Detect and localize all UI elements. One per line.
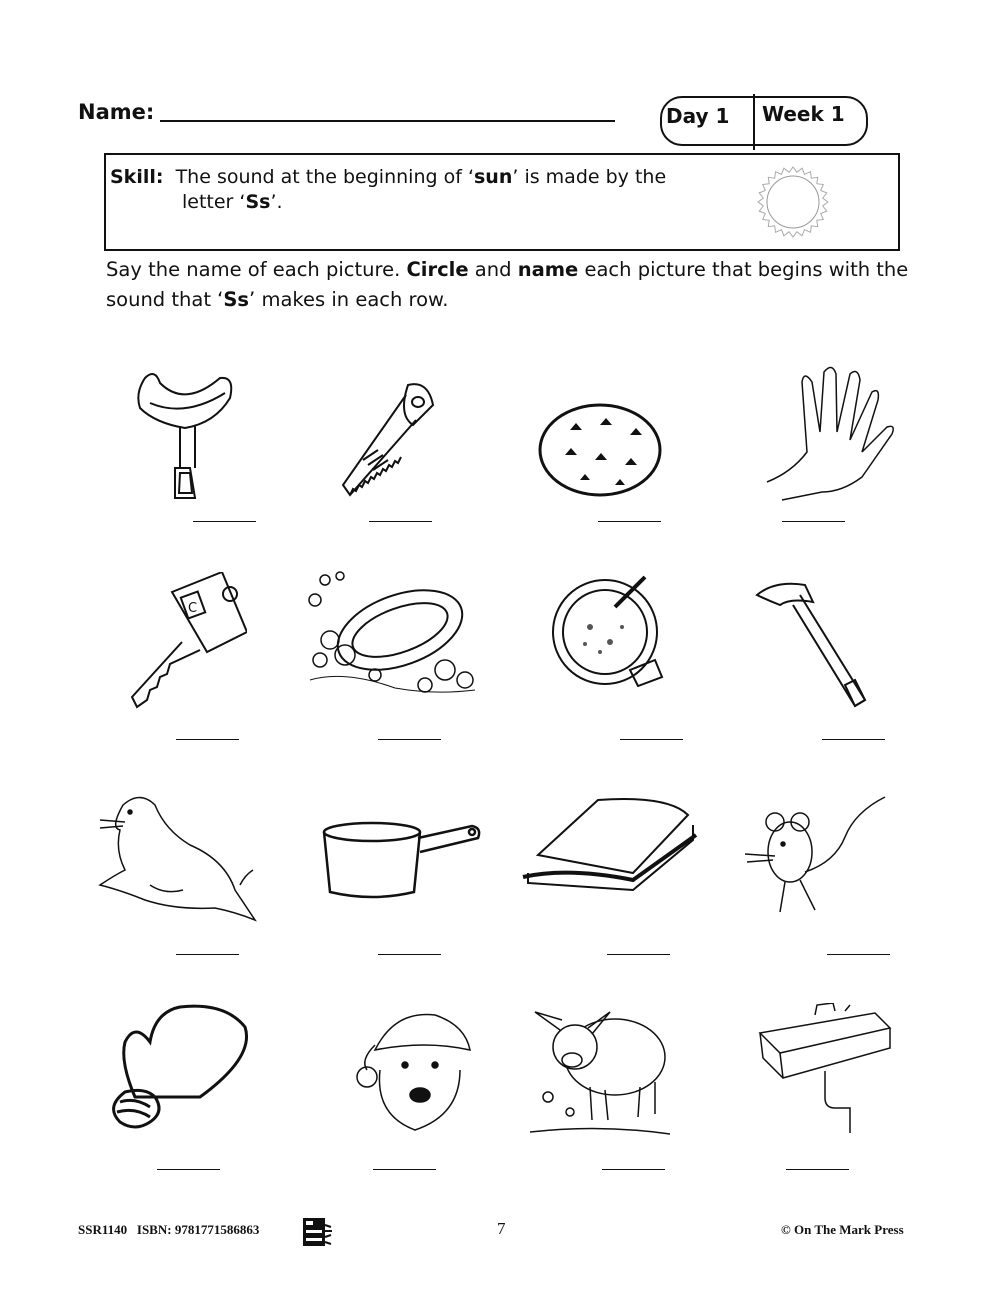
pot-icon[interactable] bbox=[322, 820, 484, 902]
instr-c: and bbox=[468, 258, 518, 281]
name-write-line[interactable] bbox=[160, 120, 615, 122]
santa-icon[interactable] bbox=[355, 1005, 477, 1133]
instr-name: name bbox=[517, 258, 579, 281]
instr-g: ’ makes in each row. bbox=[249, 288, 449, 311]
skill-text-c: letter ‘ bbox=[182, 191, 246, 213]
answer-blank[interactable] bbox=[378, 739, 441, 740]
page-number: 7 bbox=[497, 1219, 506, 1238]
skill-text-b: ’ is made by the bbox=[512, 166, 667, 188]
product-code: SSR1140 bbox=[78, 1222, 128, 1237]
copyright: © On The Mark Press bbox=[781, 1222, 904, 1237]
skill-word: sun bbox=[474, 166, 513, 188]
answer-blank[interactable] bbox=[822, 739, 885, 740]
instr-e: each picture that begins with the sound that ‘ bbox=[106, 258, 909, 311]
answer-blank[interactable] bbox=[176, 954, 239, 955]
answer-blank[interactable] bbox=[620, 739, 683, 740]
hand-icon[interactable] bbox=[762, 362, 897, 502]
saddle-icon[interactable] bbox=[135, 368, 235, 503]
answer-blank[interactable] bbox=[786, 1169, 849, 1170]
answer-blank[interactable] bbox=[176, 739, 239, 740]
mouse-icon[interactable] bbox=[745, 792, 890, 914]
instructions bbox=[106, 255, 936, 315]
answer-blank[interactable] bbox=[598, 521, 661, 522]
instr-ss: Ss bbox=[223, 288, 250, 311]
saw-icon[interactable] bbox=[338, 380, 438, 500]
key-icon[interactable] bbox=[122, 572, 247, 712]
svg-text:C: C bbox=[188, 601, 198, 616]
week-label: Week 1 bbox=[762, 102, 845, 126]
answer-blank[interactable] bbox=[369, 521, 432, 522]
isbn: ISBN: 9781771586863 bbox=[136, 1222, 260, 1237]
mitten-icon[interactable] bbox=[105, 1002, 255, 1132]
seal-icon[interactable] bbox=[95, 790, 257, 925]
sink-icon[interactable] bbox=[755, 1003, 895, 1133]
pig-icon[interactable] bbox=[530, 1002, 670, 1140]
skill-letter: Ss bbox=[245, 191, 271, 213]
answer-blank[interactable] bbox=[782, 521, 845, 522]
hammer-icon[interactable] bbox=[755, 580, 875, 710]
divider bbox=[753, 94, 755, 150]
name-label: Name: bbox=[78, 100, 155, 124]
answer-blank[interactable] bbox=[378, 954, 441, 955]
cookie-icon[interactable] bbox=[535, 400, 665, 500]
day-week-box bbox=[660, 96, 868, 146]
answer-blank[interactable] bbox=[607, 954, 670, 955]
answer-blank[interactable] bbox=[157, 1169, 220, 1170]
sun-icon bbox=[754, 163, 832, 241]
skill-text-a: The sound at the beginning of ‘ bbox=[175, 166, 474, 188]
printer-icon bbox=[302, 1217, 334, 1247]
skill-text-d: ’. bbox=[270, 191, 283, 213]
soup-icon[interactable] bbox=[550, 572, 670, 687]
instr-circle: Circle bbox=[406, 258, 469, 281]
day-label: Day 1 bbox=[666, 104, 730, 128]
skill-box bbox=[104, 153, 900, 251]
answer-blank[interactable] bbox=[827, 954, 890, 955]
answer-blank[interactable] bbox=[602, 1169, 665, 1170]
sandwich-icon[interactable] bbox=[518, 795, 700, 895]
instr-a: Say the name of each picture. bbox=[106, 258, 407, 281]
skill-label: Skill: bbox=[110, 166, 164, 188]
answer-blank[interactable] bbox=[373, 1169, 436, 1170]
soap-icon[interactable] bbox=[305, 570, 480, 700]
skill-text-line2 bbox=[182, 191, 283, 213]
answer-blank[interactable] bbox=[193, 521, 256, 522]
skill-text bbox=[110, 163, 666, 191]
footer-code bbox=[78, 1222, 259, 1238]
